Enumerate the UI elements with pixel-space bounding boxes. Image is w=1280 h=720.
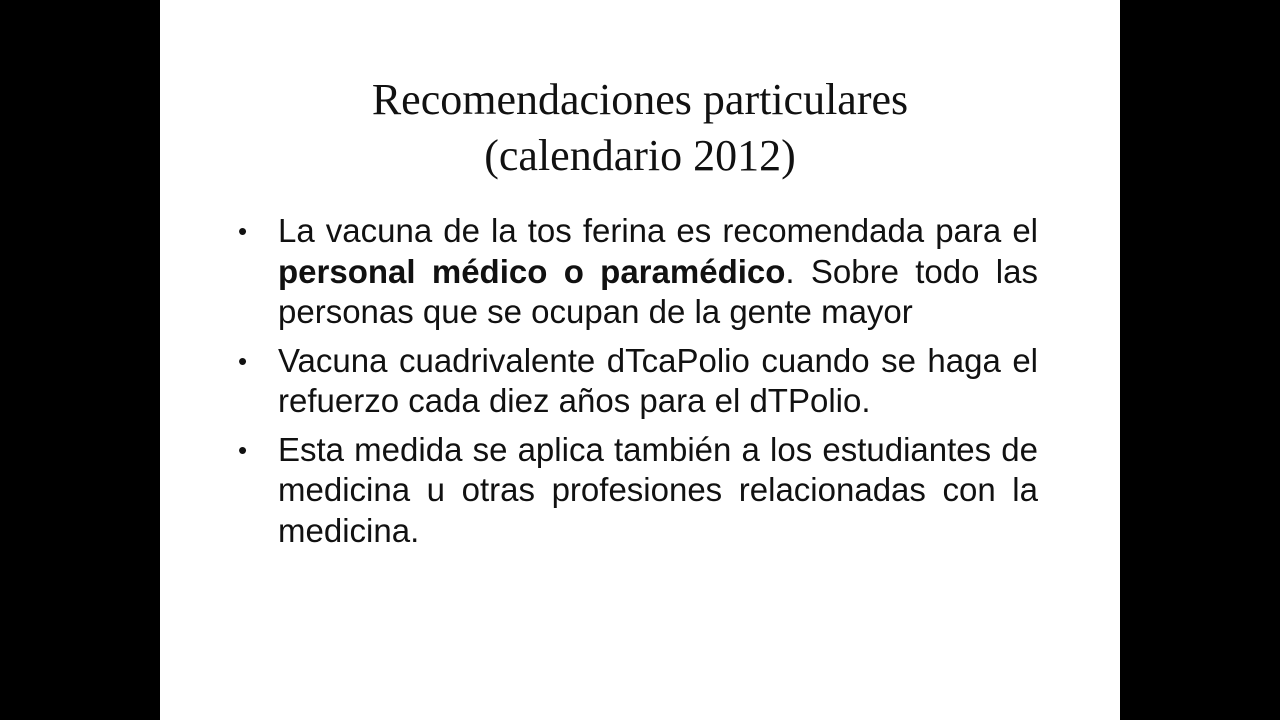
bullet-text-before: La vacuna de la tos ferina es recomendada para el [278,212,1038,249]
bullet-dot-icon: • [238,345,248,376]
bullet-text-after: . Sobre todo las personas que se ocupan de la gente mayor [278,252,1038,330]
slide-title-line-1: Recomendaciones particulares [371,75,909,124]
bullet-dot-icon: • [238,216,248,246]
bullet-item-pertussis [238,211,1038,333]
bullet-list [238,211,1038,559]
bullet-text: Vacuna cuadrivalente dTcaPolio cuando se haga el refuerzo cada diez años para el dTPolio. [278,341,1038,419]
bullet-text-bold: personal médico o paramédico [278,252,786,290]
bullet-text [278,212,1038,330]
slide-title [160,72,1120,184]
presentation-slide [160,0,1120,720]
slide-title-line-2: (calendario 2012) [484,131,796,180]
bullet-text: Esta medida se aplica también a los estudiantes de medicina u otras profesiones relacionadas con la medicina. [278,430,1038,549]
bullet-item-students [238,430,1038,552]
bullet-dot-icon: • [238,434,248,465]
bullet-item-dtcapolio [238,341,1038,422]
